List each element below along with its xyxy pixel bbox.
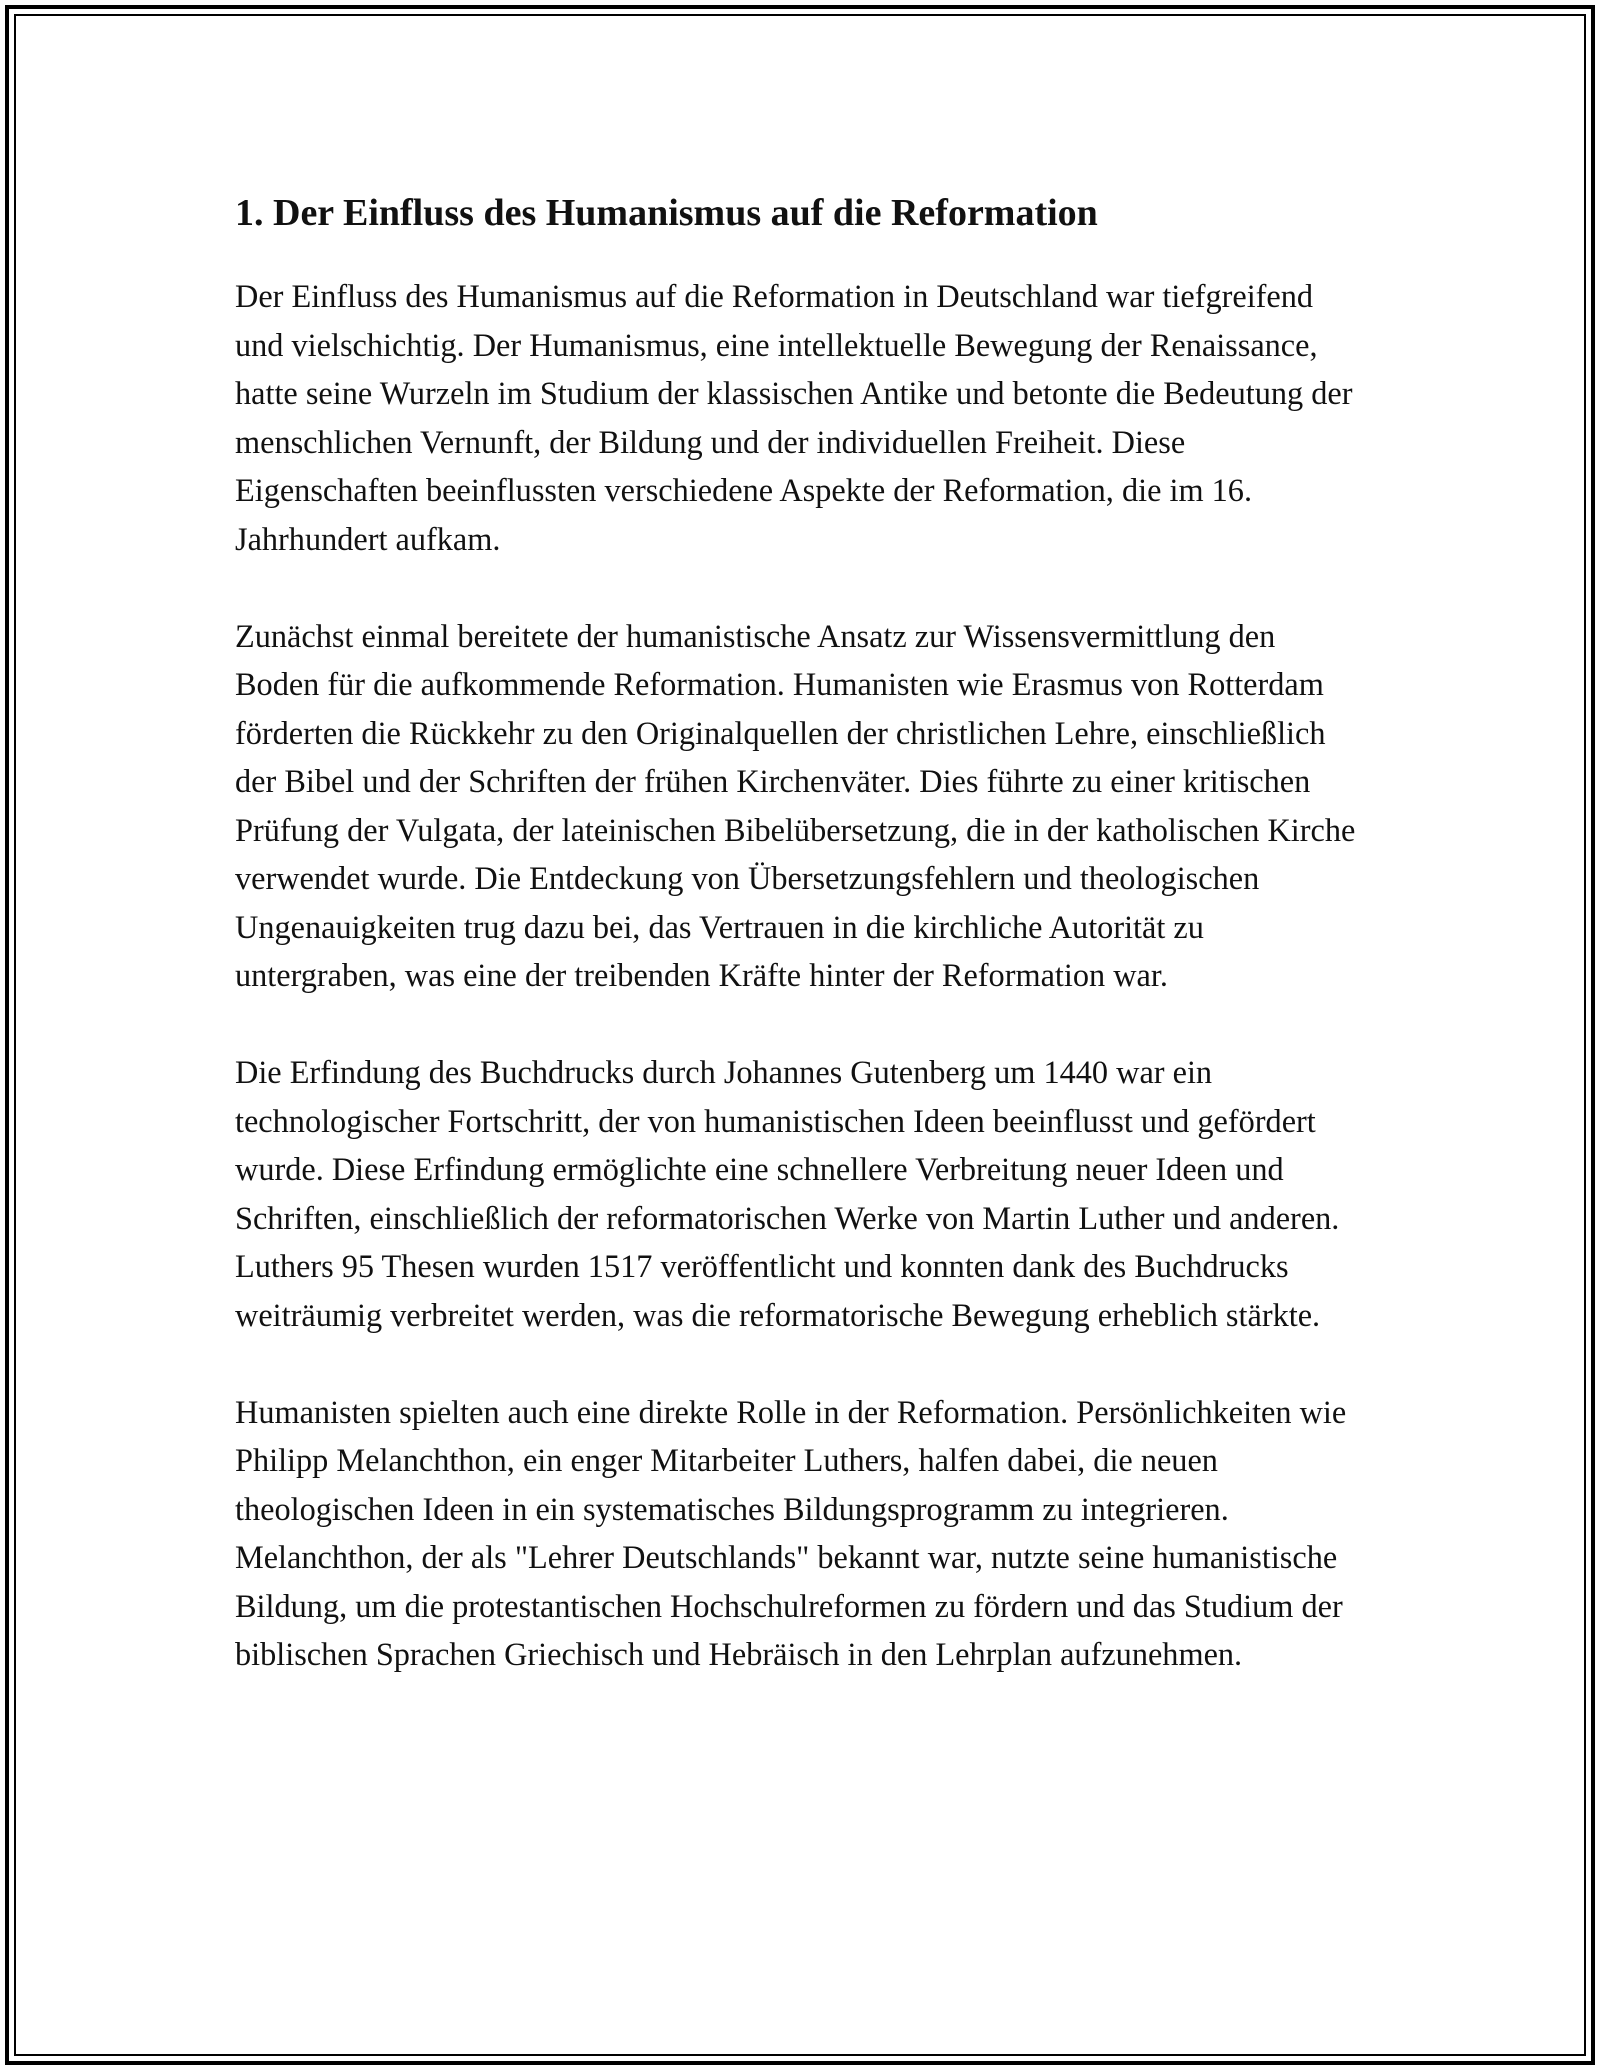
document-body bbox=[235, 186, 1365, 1727]
paragraph-1: Der Einfluss des Humanismus auf die Reformation in Deutschland war tiefgreifend und vielschichtig. Der Humanismus, eine intellektuelle Bewegung der Renaissance, hatte seine Wurzeln im Studium der klassischen Antike und betonte die Bedeutung der menschlichen Vernunft, der Bildung und der individuellen Freiheit. Diese Eigenschaften beeinflussten verschiedene Aspekte der Reformation, die im 16. Jahrhundert aufkam. bbox=[235, 278, 1353, 557]
paragraph-2: Zunächst einmal bereitete der humanistische Ansatz zur Wissensvermittlung den Boden für die aufkommende Reformation. Humanisten wie Erasmus von Rotterdam förderten die Rückkehr zu den Originalquellen der christlichen Lehre, einschließlich der Bibel und der Schriften der frühen Kirchenväter. Dies führte zu einer kritischen Prüfung der Vulgata, der lateinischen Bibelübersetzung, die in der katholischen Kirche verwendet wurde. Die Entdeckung von Übersetzungsfehlern und theologischen Ungenauigkeiten trug dazu bei, das Vertrauen in die kirchliche Autorität zu untergraben, was eine der treibenden Kräfte hinter der Reformation war. bbox=[235, 617, 1356, 993]
paragraph-4: Humanisten spielten auch eine direkte Rolle in der Reformation. Persönlichkeiten wie Philipp Melanchthon, ein enger Mitarbeiter Luthers, halfen dabei, die neuen theologischen Ideen in ein systematisches Bildungsprogramm zu integrieren. Melanchthon, der als "Lehrer Deutschlands" bekannt war, nutzte seine humanistische Bildung, um die protestantischen Hochschulreformen zu fördern und das Studium der biblischen Sprachen Griechisch und Hebräisch in den Lehrplan aufzunehmen. bbox=[235, 1393, 1347, 1672]
paragraph-3: Die Erfindung des Buchdrucks durch Johannes Gutenberg um 1440 war ein technologischer Fortschritt, der von humanistischen Ideen beeinflusst und gefördert wurde. Diese Erfindung ermöglichte eine schnellere Verbreitung neuer Ideen und Schriften, einschließlich der reformatorischen Werke von Martin Luther und anderen. Luthers 95 Thesen wurden 1517 veröffentlicht und konnten dank des Buchdrucks weiträumig verbreitet werden, was die reformatorische Bewegung erheblich stärkte. bbox=[235, 1054, 1340, 1333]
section-heading: 1. Der Einfluss des Humanismus auf die Reformation bbox=[235, 192, 1098, 234]
